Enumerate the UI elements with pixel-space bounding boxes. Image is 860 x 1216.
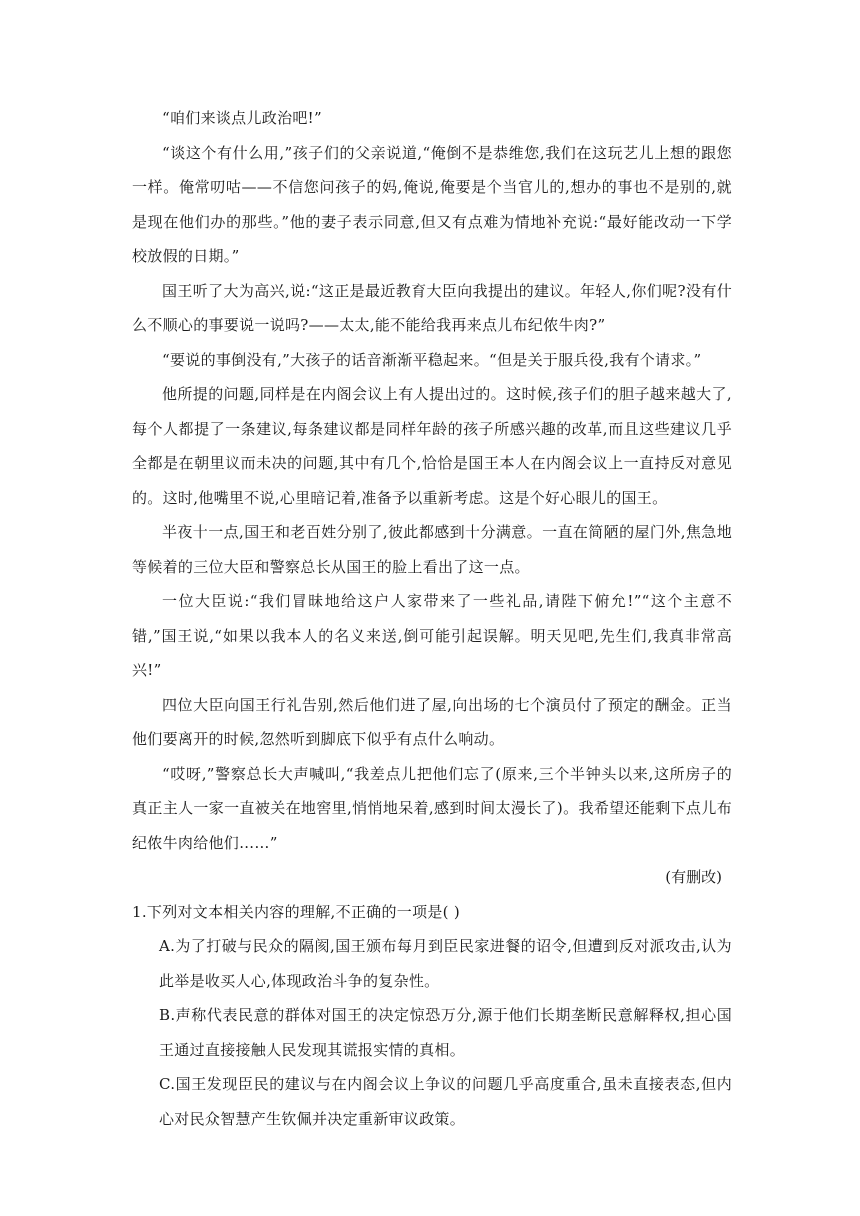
paragraph-7: 一位大臣说:“我们冒昧地给这户人家带来了一些礼品,请陛下俯允!”“这个主意不错,”国王说,“如果以我本人的名义来送,倒可能引起误解。明天见吧,先生们,我真非常高兴!” xyxy=(132,592,732,679)
paragraph-9: “哎呀,”警察总长大声喊叫,“我差点儿把他们忘了(原来,三个半钟头以来,这所房子的真正主人一家一直被关在地窖里,悄悄地呆着,感到时间太漫长了)。我希望还能剩下点儿布纪侬牛肉给他们……” xyxy=(132,764,732,852)
option-a: A.为了打破与民众的隔阂,国王颁布每月到臣民家进餐的诏令,但遭到反对派攻击,认为此举是收买人心,体现政治斗争的复杂性。 xyxy=(159,937,732,990)
paragraph-6: 半夜十一点,国王和老百姓分别了,彼此都感到十分满意。一直在简陋的屋门外,焦急地等候着的三位大臣和警察总长从国王的脸上看出了这一点。 xyxy=(132,523,732,576)
question-stem: 1.下列对文本相关内容的理解,不正确的一项是( ) xyxy=(132,902,461,921)
option-b: B.声称代表民意的群体对国王的决定惊恐万分,源于他们长期垄断民意解释权,担心国王通过直接接触人民发现其谎报实情的真相。 xyxy=(159,1006,732,1059)
option-c: C.国王发现臣民的建议与在内阁会议上争议的问题几乎高度重合,虽未直接表态,但内心对民众智慧产生钦佩并决定重新审议政策。 xyxy=(159,1075,732,1128)
paragraph-5: 他所提的问题,同样是在内阁会议上有人提出过的。这时候,孩子们的胆子越来越大了,每个人都提了一条建议,每条建议都是同样年龄的孩子所感兴趣的改革,而且这些建议几乎全都是在朝里议而未决的问题,其中有几个,恰恰是国王本人在内阁会议上一直持反对意见的。这时,他嘴里不说,心里暗记着,准备予以重新考虑。这是个好心眼儿的国王。 xyxy=(132,385,732,507)
source-note: (有删改) xyxy=(665,868,722,886)
paragraph-8: 四位大臣向国王行礼告别,然后他们进了屋,向出场的七个演员付了预定的酬金。正当他们要离开的时候,忽然听到脚底下似乎有点什么响动。 xyxy=(132,695,732,748)
document-page xyxy=(132,101,732,1136)
paragraph-3: 国王听了大为高兴,说:“这正是最近教育大臣向我提出的建议。年轻人,你们呢?没有什么不顺心的事要说一说吗?——太太,能不能给我再来点儿布纪侬牛肉?” xyxy=(132,281,732,334)
paragraph-2: “谈这个有什么用,”孩子们的父亲说道,“俺倒不是恭维您,我们在这玩艺儿上想的跟您一样。俺常叨咕——不信您问孩子的妈,俺说,俺要是个当官儿的,想办的事也不是别的,就是现在他们办的那些。”他的妻子表示同意,但又有点难为情地补充说:“最好能改动一下学校放假的日期。” xyxy=(132,143,732,265)
paragraph-1: “咱们来谈点儿政治吧!” xyxy=(162,109,322,127)
paragraph-4: “要说的事倒没有,”大孩子的话音渐渐平稳起来。“但是关于服兵役,我有个请求。” xyxy=(162,350,702,369)
passage xyxy=(132,101,732,895)
question-block xyxy=(132,895,732,1137)
